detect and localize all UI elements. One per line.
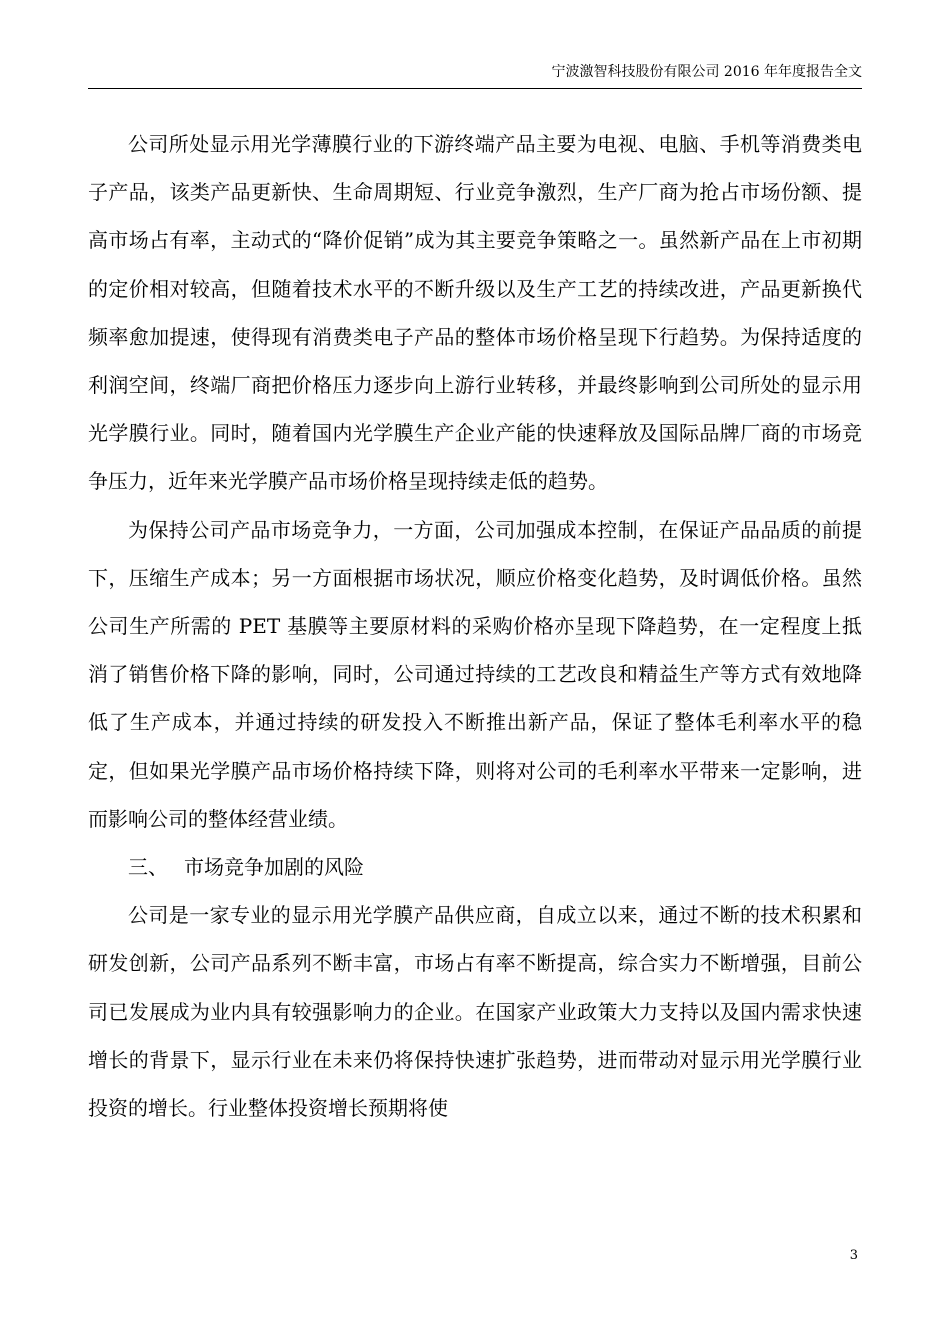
paragraph-cost-control: 为保持公司产品市场竞争力，一方面，公司加强成本控制，在保证产品品质的前提下，压缩生产成本；另一方面根据市场状况，顺应价格变化趋势，及时调低价格。虽然公司生产所需的 PET 基膜等主要原材料的采购价格亦呈现下降趋势，在一定程度上抵消了销售价格下降的影响，同时，公司通过持续的工艺改良和精益生产等方式有效地降低了生产成本，并通过持续的研发投入不断推出新产品，保证了整体毛利率水平的稳定，但如果光学膜产品市场价格持续下降，则将对公司的毛利率水平带来一定影响，进而影响公司的整体经营业绩。 <box>88 517 862 831</box>
document-body <box>88 120 862 1132</box>
paragraph-price-decline: 公司所处显示用光学薄膜行业的下游终端产品主要为电视、电脑、手机等消费类电子产品，该类产品更新快、生命周期短、行业竞争激烈，生产厂商为抢占市场份额、提高市场占有率，主动式的“降价促销”成为其主要竞争策略之一。虽然新产品在上市初期的定价相对较高，但随着技术水平的不断升级以及生产工艺的持续改进，产品更新换代频率愈加提速，使得现有消费类电子产品的整体市场价格呈现下行趋势。为保持适度的利润空间，终端厂商把价格压力逐步向上游行业转移，并最终影响到公司所处的显示用光学膜行业。同时，随着国内光学膜生产企业产能的快速释放及国际品牌厂商的市场竞争压力，近年来光学膜产品市场价格呈现持续走低的趋势。 <box>88 132 862 494</box>
page-number: 3 <box>849 1248 858 1263</box>
section-heading <box>88 843 862 891</box>
paragraph-market-competition: 公司是一家专业的显示用光学膜产品供应商，自成立以来，通过不断的技术积累和研发创新，公司产品系列不断丰富，市场占有率不断提高，综合实力不断增强，目前公司已发展成为业内具有较强影响力的企业。在国家产业政策大力支持以及国内需求快速增长的背景下，显示行业在未来仍将保持快速扩张趋势，进而带动对显示用光学膜行业投资的增长。行业整体投资增长预期将使 <box>88 903 862 1121</box>
report-title: 宁波激智科技股份有限公司 2016 年年度报告全文 <box>551 64 862 80</box>
page-header <box>88 62 862 89</box>
section-number: 三、 <box>128 855 168 880</box>
section-title: 市场竞争加剧的风险 <box>184 855 364 880</box>
